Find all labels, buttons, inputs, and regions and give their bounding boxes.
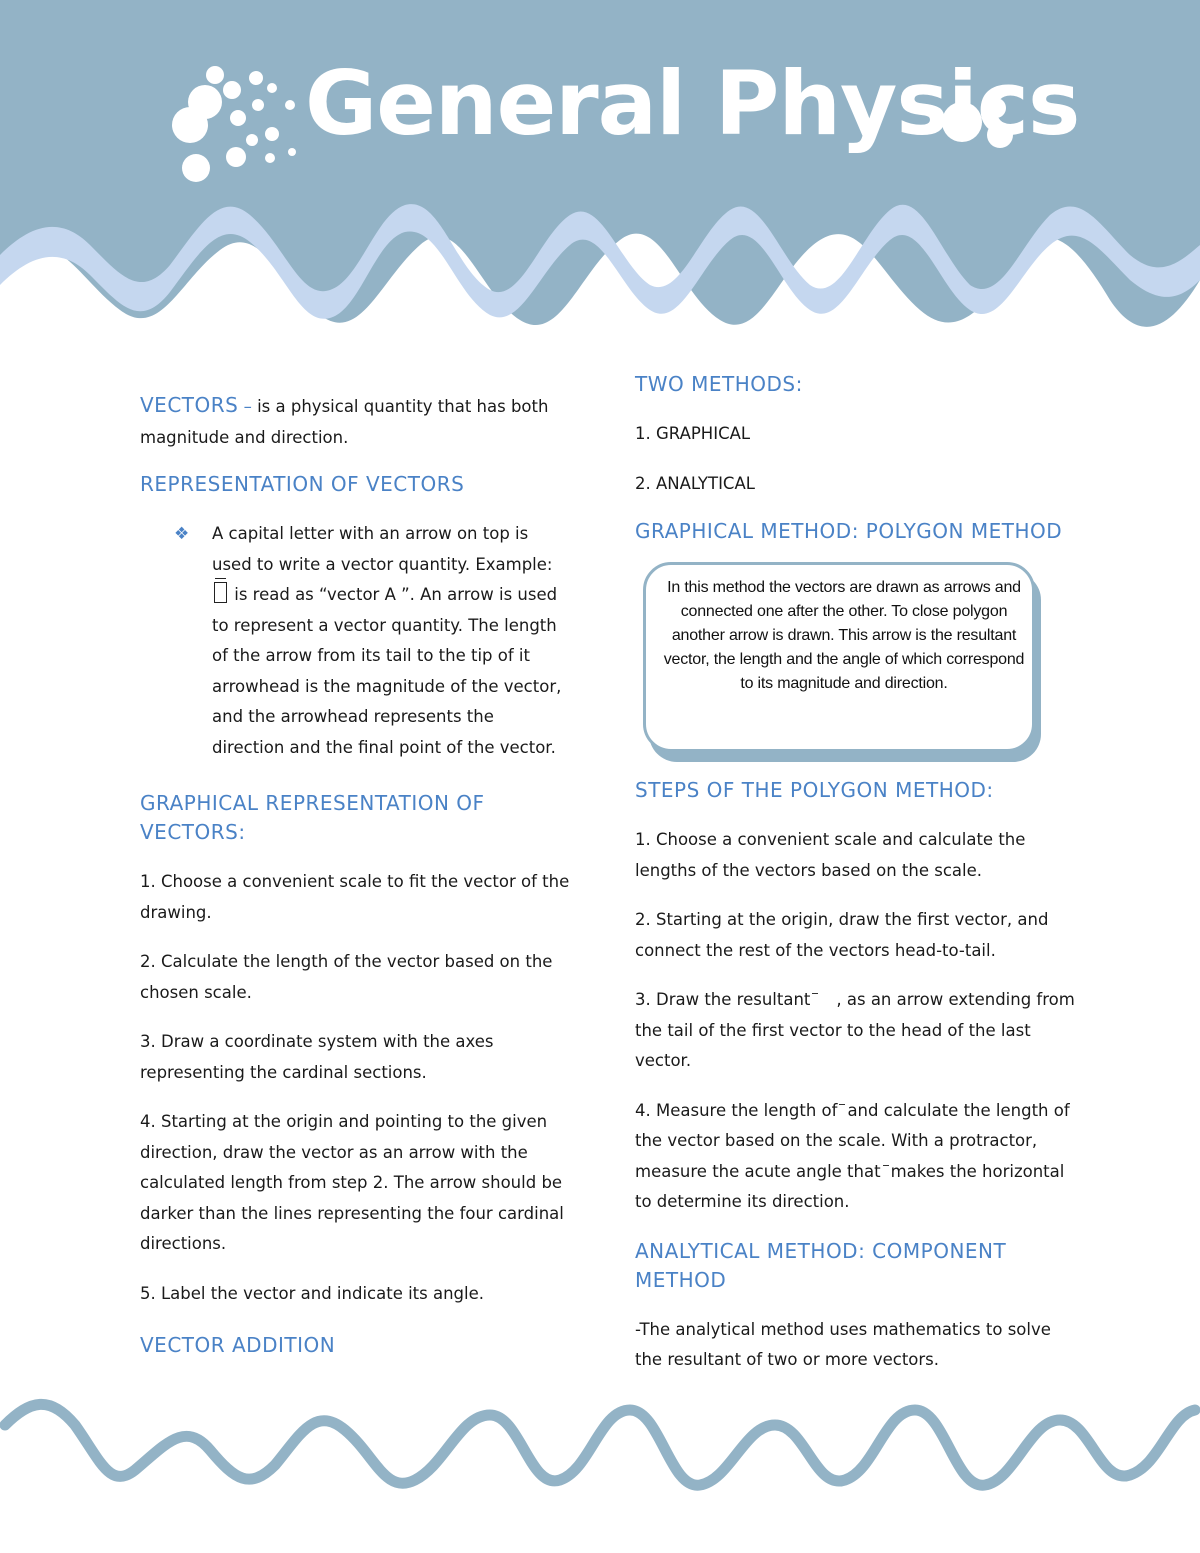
step4-text-c: makes the horizontal to determine its direction. <box>635 1161 1065 1211</box>
resultant-bar-icon <box>883 1165 889 1166</box>
vectors-sep: – <box>238 397 258 416</box>
vectors-definition <box>140 390 570 453</box>
graphical-representation-heading: GRAPHICAL REPRESENTATION OF VECTORS: <box>140 791 485 844</box>
bottom-wave-decoration <box>0 1395 1200 1505</box>
graphical-step-1: 1. Choose a convenient scale to fit the vector of the drawing. <box>140 872 570 922</box>
polygon-step-3 <box>635 985 1075 1077</box>
bullet-text <box>212 519 570 763</box>
vectors-term: VECTORS <box>140 393 239 417</box>
method-item-graphical: 1. GRAPHICAL <box>635 424 751 443</box>
resultant-bar-icon <box>839 1104 845 1105</box>
left-column <box>140 390 570 1360</box>
callout-text: In this method the vectors are drawn as arrows and connected one after the other. To close polygon another arrow is drawn. This arrow is the resultant vector, the length and the angle of which correspond to its magnitude and direction. <box>663 579 1025 692</box>
polygon-method-heading: GRAPHICAL METHOD: POLYGON METHOD <box>635 519 1063 543</box>
bullet-text-part2: is read as “vector A ”. An arrow is used to represent a vector quantity. The length of the arrow from its tail to the tip of it arrowhead is the magnitude of the vector, and the arrowhead represents the direction and the final point of the vector. <box>212 585 562 757</box>
graphical-step-5: 5. Label the vector and indicate its angle. <box>140 1283 485 1303</box>
analytical-heading: ANALYTICAL METHOD: COMPONENT METHOD <box>635 1238 1007 1292</box>
analytical-text: -The analytical method uses mathematics to solve the resultant of two or more vectors. <box>635 1319 1051 1369</box>
vectors-def-text: is a physical quantity that has both magnitude and direction. <box>140 397 549 447</box>
resultant-bar-icon <box>812 993 818 994</box>
representation-bullet <box>174 519 570 763</box>
representation-heading: REPRESENTATION OF VECTORS <box>140 472 465 496</box>
graphical-step-3: 3. Draw a coordinate system with the axes representing the cardinal sections. <box>140 1032 494 1082</box>
step4-text-b: and calculate the length of the vector based on the scale. With a protractor, measure the acute angle that <box>635 1100 1070 1181</box>
step4-text-a: 4. Measure the length of <box>635 1100 838 1120</box>
method-item-analytical: 2. ANALYTICAL <box>635 473 755 493</box>
two-methods-heading: TWO METHODS: <box>635 372 803 396</box>
polygon-step-1: 1. Choose a convenient scale and calculate the lengths of the vectors based on the scale. <box>635 830 1026 880</box>
vector-addition-heading: VECTOR ADDITION <box>140 1333 336 1357</box>
bullet-text-part1: A capital letter with an arrow on top is used to write a vector quantity. Example: <box>212 524 553 574</box>
steps-polygon-heading: STEPS OF THE POLYGON METHOD: <box>635 778 994 802</box>
graphical-step-2: 2. Calculate the length of the vector based on the chosen scale. <box>140 952 553 1002</box>
step3-text-b: , as an arrow extending from the tail of the first vector to the head of the last vector. <box>635 990 1075 1070</box>
diamond-bullet-icon: ❖ <box>174 524 190 544</box>
right-column <box>635 370 1075 1376</box>
step3-text-a: 3. Draw the resultant <box>635 990 811 1009</box>
bottom-wave-line <box>5 1404 1195 1485</box>
polygon-step-2: 2. Starting at the origin, draw the first vector, and connect the rest of the vectors head-to-tail. <box>635 910 1049 960</box>
polygon-step-4 <box>635 1096 1075 1218</box>
graphical-step-4: 4. Starting at the origin and pointing to the given direction, draw the vector as an arrow with the calculated length from step 2. The arrow should be darker than the lines representing the four cardinal directions. <box>140 1112 564 1253</box>
document-title: General Physics <box>305 52 1080 155</box>
vector-a-symbol-icon <box>214 582 227 603</box>
polygon-callout <box>635 560 1045 770</box>
